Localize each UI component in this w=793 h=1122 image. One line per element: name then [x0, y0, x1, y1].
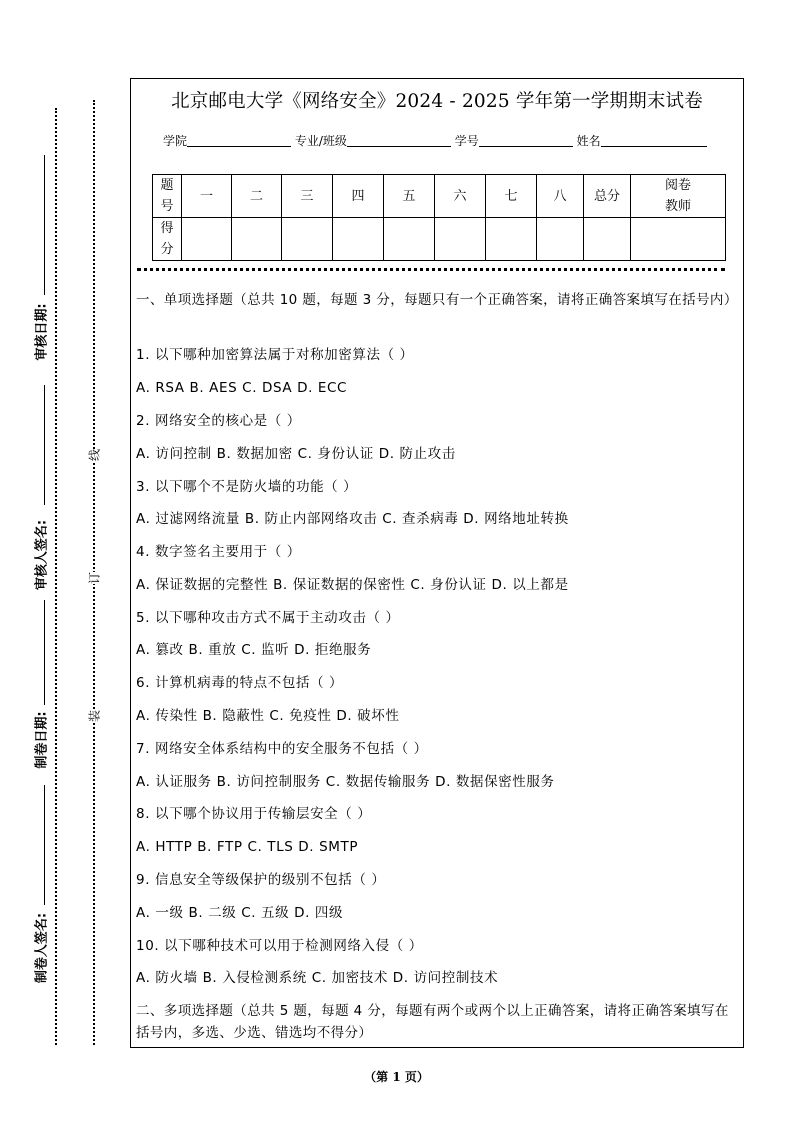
- dotted-separator: [137, 268, 725, 271]
- question-options: A. 过滤网络流量 B. 防止内部网络攻击 C. 查杀病毒 D. 网络地址转换: [136, 511, 569, 527]
- question-text: 8. 以下哪个协议用于传输层安全（ ）: [136, 806, 372, 822]
- score-col-header: 六: [435, 175, 486, 218]
- student-info-row: [163, 132, 707, 149]
- student-id-field[interactable]: [479, 134, 573, 147]
- audit-date-label: 审核日期:: [34, 303, 50, 361]
- score-cell-total[interactable]: [584, 218, 631, 261]
- question-options: A. 篡改 B. 重放 C. 监听 D. 拒绝服务: [136, 642, 372, 658]
- section1-heading: 一、单项选择题（总共 10 题，每题 3 分，每题只有一个正确答案，请将正确答案填写在括号内）: [136, 292, 738, 308]
- question-text: 6. 计算机病毒的特点不包括（ ）: [136, 675, 344, 691]
- question-options: A. 访问控制 B. 数据加密 C. 身份认证 D. 防止攻击: [136, 446, 456, 462]
- audit-date-line: [44, 155, 45, 295]
- question-text: 9. 信息安全等级保护的级别不包括（ ）: [136, 872, 386, 888]
- maker-sign-label: 制卷人签名:: [34, 912, 50, 984]
- major-field[interactable]: [347, 134, 451, 147]
- score-table-score-row: [153, 218, 726, 261]
- student-id-label: 学号: [454, 134, 479, 148]
- college-label: 学院: [163, 134, 188, 148]
- name-label: 姓名: [576, 134, 601, 148]
- score-cell[interactable]: [486, 218, 537, 261]
- major-label: 专业/班级: [294, 134, 347, 148]
- grader-header: 阅卷 教师: [631, 175, 726, 218]
- maker-sign-line: [44, 785, 45, 905]
- question-text: 2. 网络安全的核心是（ ）: [136, 413, 301, 429]
- score-table-row-label: 题 号: [153, 175, 182, 218]
- score-cell[interactable]: [282, 218, 333, 261]
- question-options: A. RSA B. AES C. DSA D. ECC: [136, 380, 348, 396]
- score-col-header: 一: [182, 175, 232, 218]
- name-field[interactable]: [601, 134, 707, 147]
- grader-cell[interactable]: [631, 218, 726, 261]
- question-text: 7. 网络安全体系结构中的安全服务不包括（ ）: [136, 741, 428, 757]
- question-options: A. 认证服务 B. 访问控制服务 C. 数据传输服务 D. 数据保密性服务: [136, 774, 555, 790]
- question-options: A. 一级 B. 二级 C. 五级 D. 四级: [136, 905, 344, 921]
- page-number: （第 1 页）: [364, 1070, 429, 1084]
- score-table: [152, 174, 726, 261]
- score-cell[interactable]: [384, 218, 435, 261]
- score-cell[interactable]: [435, 218, 486, 261]
- exam-title: 北京邮电大学《网络安全》2024 - 2025 学年第一学期期末试卷: [171, 91, 703, 112]
- question-text: 3. 以下哪个不是防火墙的功能（ ）: [136, 479, 358, 495]
- college-field[interactable]: [187, 134, 291, 147]
- score-cell[interactable]: [537, 218, 584, 261]
- question-text: 5. 以下哪种攻击方式不属于主动攻击（ ）: [136, 610, 400, 626]
- question-options: A. HTTP B. FTP C. TLS D. SMTP: [136, 839, 359, 855]
- score-col-header: 七: [486, 175, 537, 218]
- score-col-header: 二: [232, 175, 282, 218]
- question-options: A. 防火墙 B. 入侵检测系统 C. 加密技术 D. 访问控制技术: [136, 970, 499, 986]
- score-col-header-total: 总分: [584, 175, 631, 218]
- score-cell[interactable]: [333, 218, 384, 261]
- auditor-sign-line: [44, 385, 45, 505]
- section2-heading: 二、多项选择题（总共 5 题，每题 4 分，每题有两个或两个以上正确答案，请将正确答案填写在括号内，多选、少选、错选均不得分）: [136, 1003, 729, 1041]
- exam-frame: [130, 78, 744, 1048]
- score-cell[interactable]: [182, 218, 232, 261]
- score-col-header: 八: [537, 175, 584, 218]
- binding-char-bind: 订: [84, 572, 105, 584]
- score-row-label: 得 分: [153, 218, 182, 261]
- score-col-header: 五: [384, 175, 435, 218]
- question-text: 10. 以下哪种技术可以用于检测网络入侵（ ）: [136, 938, 423, 954]
- binding-char-line: 线: [84, 449, 105, 461]
- maker-date-label: 制卷日期:: [34, 711, 50, 769]
- maker-date-line: [44, 600, 45, 705]
- binding-dotted-left: [55, 108, 57, 1045]
- score-cell[interactable]: [232, 218, 282, 261]
- binding-char-mount: 装: [84, 710, 105, 722]
- question-options: A. 传染性 B. 隐蔽性 C. 免疫性 D. 破坏性: [136, 708, 400, 724]
- score-col-header: 四: [333, 175, 384, 218]
- score-table-header-row: [153, 175, 726, 218]
- question-text: 1. 以下哪种加密算法属于对称加密算法（ ）: [136, 347, 414, 363]
- question-options: A. 保证数据的完整性 B. 保证数据的保密性 C. 身份认证 D. 以上都是: [136, 577, 569, 593]
- question-text: 4. 数字签名主要用于（ ）: [136, 544, 301, 560]
- score-col-header: 三: [282, 175, 333, 218]
- auditor-sign-label: 审核人签名:: [34, 519, 50, 591]
